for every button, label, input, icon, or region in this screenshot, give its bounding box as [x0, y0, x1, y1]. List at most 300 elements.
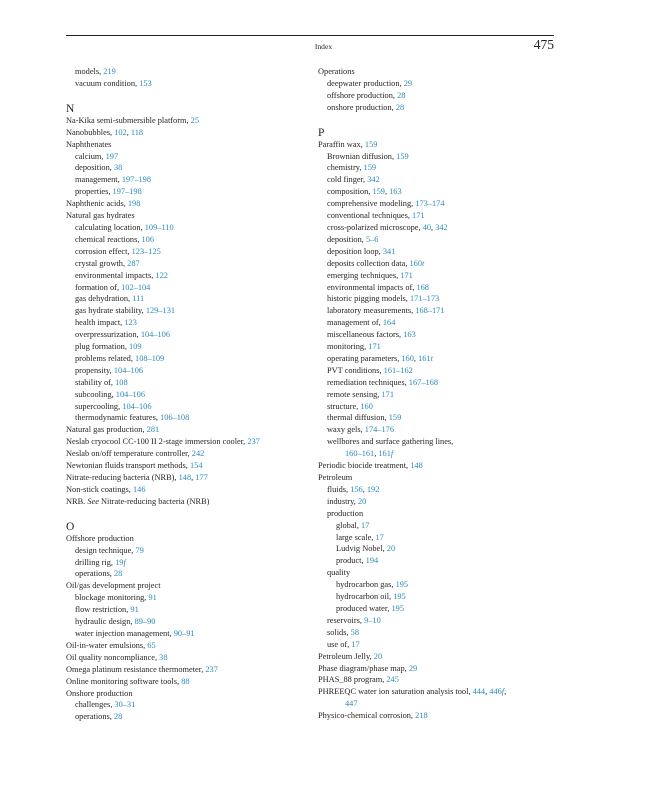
- index-subentry: [66, 234, 306, 246]
- entry-text: management of,: [327, 318, 383, 328]
- entry-text: supercooling,: [75, 401, 123, 411]
- index-entry: [66, 652, 306, 664]
- entry-text: operations,: [75, 712, 114, 722]
- entry-text: Naphthenic acids,: [66, 199, 128, 209]
- page-reference[interactable]: 25: [190, 115, 200, 125]
- entry-text: wellbores and surface gathering lines,: [327, 437, 454, 447]
- page-reference[interactable]: 88: [181, 676, 190, 686]
- entry-text: Physico-chemical corrosion,: [318, 711, 416, 721]
- page-reference[interactable]: 111: [132, 294, 145, 304]
- entry-text: Operations: [318, 67, 355, 76]
- entry-text: corrosion effect,: [75, 246, 132, 256]
- entry-text: PHREEQC water ion saturation analysis tool,: [318, 687, 473, 697]
- entry-text: quality: [327, 568, 351, 578]
- page-reference[interactable]: 118: [130, 127, 144, 137]
- index-entry: [66, 533, 306, 545]
- index-subentry: [318, 532, 558, 544]
- index-entry: [66, 424, 306, 436]
- entry-text: thermodynamic features,: [75, 413, 161, 423]
- entry-text: hydrocarbon oil,: [336, 592, 394, 602]
- page-reference[interactable]: 20: [386, 544, 396, 554]
- index-subentry: [66, 186, 306, 198]
- page-reference[interactable]: 168–171: [415, 306, 445, 316]
- entry-text: properties,: [75, 187, 113, 197]
- entry-text: overpressurization,: [75, 330, 141, 340]
- index-subentry: [318, 627, 558, 639]
- entry-text: Naphthenates: [66, 139, 112, 149]
- index-subentry: [318, 90, 558, 102]
- page-reference[interactable]: 160: [401, 353, 414, 363]
- page-reference[interactable]: 20: [357, 496, 367, 506]
- page-reference[interactable]: 102–104: [121, 282, 151, 292]
- entry-text: NRB.: [66, 496, 88, 506]
- page-reference[interactable]: 287: [127, 258, 140, 268]
- entry-text: PVT conditions,: [327, 365, 384, 375]
- index-subentry: [66, 365, 306, 377]
- index-entry: [66, 676, 306, 688]
- entry-text: produced water,: [336, 603, 392, 613]
- page-reference[interactable]: 91: [130, 605, 139, 615]
- index-subentry: [66, 341, 306, 353]
- index-entry: [66, 496, 306, 508]
- index-subentry: [66, 568, 306, 580]
- page-reference[interactable]: 171: [368, 342, 381, 352]
- entry-text: emerging techniques,: [327, 270, 401, 280]
- entry-text: hydrocarbon gas,: [336, 580, 396, 590]
- entry-text: deepwater production,: [327, 78, 404, 88]
- page-reference[interactable]: 177: [195, 473, 208, 482]
- entry-text: comprehensive modeling,: [327, 199, 416, 209]
- page-reference[interactable]: 197: [105, 151, 119, 161]
- index-subentry: [318, 615, 558, 627]
- page-reference[interactable]: 159: [363, 163, 377, 173]
- page-reference[interactable]: 148: [178, 473, 192, 482]
- page-reference[interactable]: 192: [366, 484, 380, 494]
- entry-text: deposition,: [327, 234, 366, 244]
- entry-text: Brownian diffusion,: [327, 151, 397, 161]
- index-subentry: [318, 293, 558, 305]
- page-reference[interactable]: 109: [129, 342, 142, 352]
- index-entry: [66, 436, 306, 448]
- page-reference[interactable]: 161–162: [383, 365, 413, 375]
- page-reference[interactable]: 195: [395, 580, 409, 590]
- index-subentry: [66, 699, 306, 711]
- page-reference[interactable]: 129–131: [145, 306, 176, 316]
- page-reference[interactable]: 218: [415, 711, 428, 721]
- index-subentry: [318, 270, 558, 282]
- entry-text: propensity,: [75, 365, 114, 375]
- index-entry: [66, 688, 306, 700]
- entry-text: use of,: [327, 639, 352, 649]
- page-reference[interactable]: 160–161: [345, 449, 375, 459]
- page-reference[interactable]: 242: [191, 449, 205, 459]
- index-subentry: [66, 711, 306, 723]
- entry-text: ,: [431, 222, 436, 232]
- entry-text: remote sensing,: [327, 389, 382, 399]
- page-reference[interactable]: 167–168: [408, 377, 438, 387]
- index-subentry: [318, 603, 558, 615]
- index-entry: [66, 664, 306, 676]
- entry-text: Natural gas hydrates: [66, 211, 135, 221]
- entry-text: crystal growth,: [75, 258, 128, 268]
- page-reference[interactable]: 195: [391, 603, 405, 613]
- index-subentry: [66, 270, 306, 282]
- index-subentry: [66, 222, 306, 234]
- entry-text: global,: [336, 520, 362, 530]
- page-reference[interactable]: 171–173: [409, 294, 440, 304]
- entry-text: challenges,: [75, 700, 115, 710]
- index-entry: [318, 674, 558, 686]
- index-entry: [318, 686, 558, 698]
- page-reference[interactable]: 108: [115, 377, 128, 387]
- entry-text: Non-stick coatings,: [66, 484, 133, 494]
- page-reference[interactable]: 146: [132, 484, 146, 494]
- entry-text: Onshore production: [66, 688, 133, 698]
- index-subentry: [66, 282, 306, 294]
- index-entry: [66, 210, 306, 222]
- page-reference[interactable]: 123: [124, 318, 137, 328]
- entry-text: Petroleum: [318, 473, 353, 482]
- page-reference[interactable]: 161: [378, 449, 391, 459]
- index-entry: [66, 127, 306, 139]
- entry-text: onshore production,: [327, 102, 396, 112]
- page-reference[interactable]: 30–31: [114, 700, 136, 710]
- page-reference[interactable]: 163: [389, 187, 402, 197]
- entry-text: ,: [191, 473, 196, 482]
- entry-text: Online monitoring software tools,: [66, 676, 182, 686]
- index-subentry: [318, 305, 558, 317]
- entry-text: Nanobubbles,: [66, 127, 115, 137]
- figure-table-suffix: t: [430, 353, 433, 363]
- entry-text: Oil quality noncompliance,: [66, 652, 160, 662]
- page-reference[interactable]: 108–109: [135, 353, 165, 363]
- index-subentry: [66, 545, 306, 557]
- index-subentry: [318, 102, 558, 114]
- page-reference[interactable]: 29: [403, 78, 413, 88]
- page-reference[interactable]: 159: [388, 413, 402, 423]
- entry-text: ,: [126, 127, 131, 137]
- entry-text: laboratory measurements,: [327, 306, 416, 316]
- entry-text: plug formation,: [75, 342, 129, 352]
- entry-text: industry,: [327, 496, 358, 506]
- index-entry: [318, 663, 558, 675]
- entry-text: Na-Kika semi-submersible platform,: [66, 115, 191, 125]
- page-reference[interactable]: 20: [373, 651, 383, 661]
- entry-text: stability of,: [75, 377, 116, 387]
- page-reference[interactable]: 446: [489, 687, 502, 697]
- entry-text: water injection management,: [75, 628, 174, 638]
- entry-text: Nitrate-reducing bacteria (NRB),: [66, 473, 179, 482]
- index-entry: [318, 472, 558, 484]
- index-subentry: [318, 698, 558, 710]
- index-entry: [66, 139, 306, 151]
- entry-text: remediation techniques,: [327, 377, 409, 387]
- index-subentry: [66, 353, 306, 365]
- entry-text: deposits collection data,: [327, 258, 410, 268]
- entry-text: Petroleum Jelly,: [318, 651, 374, 661]
- entry-text: Newtonian fluids transport methods,: [66, 461, 190, 471]
- entry-text: Neslab on/off temperature controller,: [66, 449, 192, 459]
- figure-table-suffix: t: [422, 258, 425, 268]
- entry-text: cross-polarized microscope,: [327, 222, 423, 232]
- index-subentry: [318, 210, 558, 222]
- page-reference[interactable]: 161: [418, 353, 431, 363]
- page-reference[interactable]: 171: [381, 389, 394, 399]
- page-reference[interactable]: 160: [360, 401, 373, 411]
- index-subentry: [318, 186, 558, 198]
- entry-text: fluids,: [327, 484, 351, 494]
- entry-text: design technique,: [75, 545, 136, 555]
- entry-text: offshore production,: [327, 90, 398, 100]
- index-subentry: [318, 520, 558, 532]
- entry-text: calculating location,: [75, 222, 145, 232]
- page-reference[interactable]: 148: [410, 461, 423, 471]
- index-entry: [318, 651, 558, 663]
- entry-text: deposition,: [75, 163, 114, 173]
- index-subentry: [318, 484, 558, 496]
- index-subentry: [66, 162, 306, 174]
- entry-text: Nitrate-reducing bacteria (NRB): [98, 496, 210, 506]
- entry-text: Omega platinum resistance thermometer,: [66, 664, 206, 674]
- index-section-letter: N: [66, 102, 75, 115]
- entry-text: chemical reactions,: [75, 234, 142, 244]
- page-reference[interactable]: 28: [113, 569, 123, 579]
- page-reference[interactable]: 342: [435, 222, 448, 232]
- index-subentry: [318, 496, 558, 508]
- figure-table-suffix: f: [123, 557, 126, 567]
- page-reference[interactable]: 104–106: [122, 401, 152, 411]
- page-reference[interactable]: 90–91: [173, 628, 195, 638]
- index-subentry: [318, 377, 558, 389]
- index-subentry: [66, 389, 306, 401]
- index-subentry: [66, 604, 306, 616]
- page-reference[interactable]: 123–125: [131, 246, 161, 256]
- page-reference[interactable]: 109–110: [144, 222, 174, 232]
- page-reference[interactable]: 160: [409, 258, 423, 268]
- index-subentry: [66, 151, 306, 163]
- index-subentry: [318, 543, 558, 555]
- page-reference[interactable]: 195: [393, 592, 406, 602]
- page-reference[interactable]: 28: [397, 90, 406, 100]
- index-subentry: [66, 317, 306, 329]
- page-reference[interactable]: 164: [382, 318, 396, 328]
- index-subentry: [318, 448, 558, 460]
- entry-text: drilling rig,: [75, 557, 116, 567]
- index-subentry: [318, 329, 558, 341]
- page-reference[interactable]: 342: [367, 175, 380, 185]
- see-reference-label: See: [87, 496, 99, 506]
- entry-text: ,: [413, 353, 419, 363]
- entry-text: environmental impacts of,: [327, 282, 417, 292]
- entry-text: ,: [362, 484, 367, 494]
- index-subentry: [66, 78, 306, 90]
- entry-text: chemistry,: [327, 163, 364, 173]
- page-reference[interactable]: 153: [139, 78, 152, 88]
- entry-text: Natural gas production,: [66, 425, 147, 435]
- page-reference[interactable]: 28: [395, 102, 405, 112]
- page-reference[interactable]: 159: [364, 139, 378, 149]
- page-reference[interactable]: 198: [127, 199, 141, 209]
- entry-text: calcium,: [75, 151, 106, 161]
- entry-text: blockage monitoring,: [75, 593, 149, 603]
- entry-text: Ludvig Nobel,: [336, 544, 387, 554]
- page-reference[interactable]: 219: [103, 67, 116, 76]
- index-subentry: [318, 317, 558, 329]
- page-reference[interactable]: 159: [372, 187, 385, 197]
- index-subentry: [318, 198, 558, 210]
- index-subentry: [318, 222, 558, 234]
- index-subentry: [66, 329, 306, 341]
- entry-text: deposition loop,: [327, 246, 383, 256]
- index-entry: [66, 460, 306, 472]
- index-subentry: [66, 592, 306, 604]
- page-reference[interactable]: 91: [148, 593, 157, 603]
- page-reference[interactable]: 28: [113, 712, 123, 722]
- entry-text: conventional techniques,: [327, 211, 413, 221]
- page-reference[interactable]: 40: [422, 222, 432, 232]
- entry-text: gas hydrate stability,: [75, 306, 146, 316]
- page-reference[interactable]: 122: [155, 270, 168, 280]
- entry-text: Phase diagram/phase map,: [318, 663, 409, 673]
- page-reference[interactable]: 194: [365, 556, 379, 566]
- index-subentry: [318, 567, 558, 579]
- entry-text: flow restriction,: [75, 605, 131, 615]
- page-reference[interactable]: 38: [113, 163, 123, 173]
- index-subentry: [318, 639, 558, 651]
- index-subentry: [318, 591, 558, 603]
- page-reference[interactable]: 237: [205, 664, 218, 674]
- index-subentry: [318, 436, 558, 448]
- entry-text: historic pigging models,: [327, 294, 410, 304]
- entry-text: monitoring,: [327, 342, 369, 352]
- page-reference[interactable]: 171: [400, 270, 413, 280]
- page-reference[interactable]: 159: [396, 151, 409, 161]
- index-entry: [66, 640, 306, 652]
- page-reference[interactable]: 168: [416, 282, 429, 292]
- entry-text: Paraffin wax,: [318, 139, 365, 149]
- index-subentry: [66, 628, 306, 640]
- index-subentry: [66, 557, 306, 569]
- page-reference[interactable]: 106–108: [160, 413, 190, 423]
- index-section-letter: P: [318, 126, 325, 139]
- page-reference[interactable]: 29: [408, 663, 418, 673]
- entry-text: health impact,: [75, 318, 125, 328]
- entry-text: Oil-in-water emulsions,: [66, 640, 148, 650]
- page-reference[interactable]: 65: [147, 640, 156, 650]
- page-reference[interactable]: 171: [412, 211, 425, 221]
- index-entry: [66, 580, 306, 592]
- running-header: Index: [314, 42, 333, 51]
- index-subentry: [318, 151, 558, 163]
- index-subentry: [318, 282, 558, 294]
- page-reference[interactable]: 89–90: [134, 617, 156, 627]
- figure-table-suffix: f: [501, 687, 505, 697]
- page-reference[interactable]: 237: [247, 437, 260, 447]
- entry-text: subcooling,: [75, 389, 116, 399]
- entry-text: ,: [504, 687, 507, 697]
- index-subentry: [318, 401, 558, 413]
- entry-text: operations,: [75, 569, 114, 579]
- page-reference[interactable]: 104–106: [140, 330, 171, 340]
- index-subentry: [66, 377, 306, 389]
- index-subentry: [318, 234, 558, 246]
- entry-text: vacuum condition,: [75, 78, 140, 88]
- figure-table-suffix: f: [390, 449, 394, 459]
- index-entry: [66, 115, 306, 127]
- page-reference[interactable]: 58: [350, 627, 359, 637]
- page-reference[interactable]: 197–198: [112, 187, 142, 197]
- index-subentry: [318, 365, 558, 377]
- entry-text: waxy gels,: [327, 425, 365, 435]
- page-reference[interactable]: 447: [345, 699, 358, 709]
- index-subentry: [318, 412, 558, 424]
- entry-text: ,: [374, 449, 379, 459]
- index-subentry: [318, 246, 558, 258]
- page-reference[interactable]: 444: [472, 687, 486, 697]
- page-reference[interactable]: 197–198: [121, 175, 152, 185]
- page-reference[interactable]: 17: [375, 532, 384, 542]
- page-reference[interactable]: 102: [114, 127, 127, 137]
- page-reference[interactable]: 19: [115, 557, 124, 567]
- page-reference[interactable]: 106: [141, 234, 155, 244]
- index-subentry: [318, 579, 558, 591]
- page-reference[interactable]: 38: [159, 652, 168, 662]
- index-subentry: [66, 616, 306, 628]
- index-subentry: [66, 174, 306, 186]
- index-entry: [66, 484, 306, 496]
- entry-text: Neslab cryocool CC-100 II 2-stage immersion cooler,: [66, 437, 248, 447]
- page-reference[interactable]: 174–176: [364, 425, 394, 435]
- page-reference[interactable]: 79: [135, 545, 144, 555]
- index-subentry: [66, 258, 306, 270]
- index-subentry: [318, 258, 558, 270]
- entry-text: models,: [75, 67, 104, 76]
- index-subentry: [318, 508, 558, 520]
- index-subentry: [318, 424, 558, 436]
- index-subentry: [318, 389, 558, 401]
- page-reference[interactable]: 173–174: [415, 199, 445, 209]
- index-subentry: [318, 174, 558, 186]
- page-reference[interactable]: 17: [351, 639, 360, 649]
- index-entry: [318, 460, 558, 472]
- entry-text: PHAS_88 program,: [318, 675, 387, 685]
- page-reference[interactable]: 281: [146, 425, 160, 435]
- entry-text: Offshore production: [66, 533, 134, 543]
- index-subentry: [318, 555, 558, 567]
- index-subentry: [318, 162, 558, 174]
- page-reference[interactable]: 154: [189, 461, 203, 471]
- page-reference[interactable]: 156: [350, 484, 363, 494]
- index-subentry: [66, 305, 306, 317]
- page-reference[interactable]: 104–106: [113, 365, 144, 375]
- index-column-right: [318, 66, 558, 722]
- page-reference[interactable]: 17: [361, 520, 370, 530]
- index-section-letter: O: [66, 520, 75, 533]
- page-reference[interactable]: 5–6: [365, 234, 379, 244]
- page-reference[interactable]: 163: [403, 330, 416, 340]
- page-reference[interactable]: 9–10: [364, 615, 381, 625]
- page-reference[interactable]: 245: [386, 675, 399, 685]
- index-subentry: [66, 246, 306, 258]
- entry-text: Periodic biocide treatment,: [318, 461, 411, 471]
- entry-text: hydraulic design,: [75, 617, 135, 627]
- page-reference[interactable]: 104–106: [115, 389, 145, 399]
- index-entry: [66, 448, 306, 460]
- page-reference[interactable]: 341: [382, 246, 396, 256]
- entry-text: product,: [336, 556, 366, 566]
- index-subentry: [318, 78, 558, 90]
- index-entry: [318, 710, 558, 722]
